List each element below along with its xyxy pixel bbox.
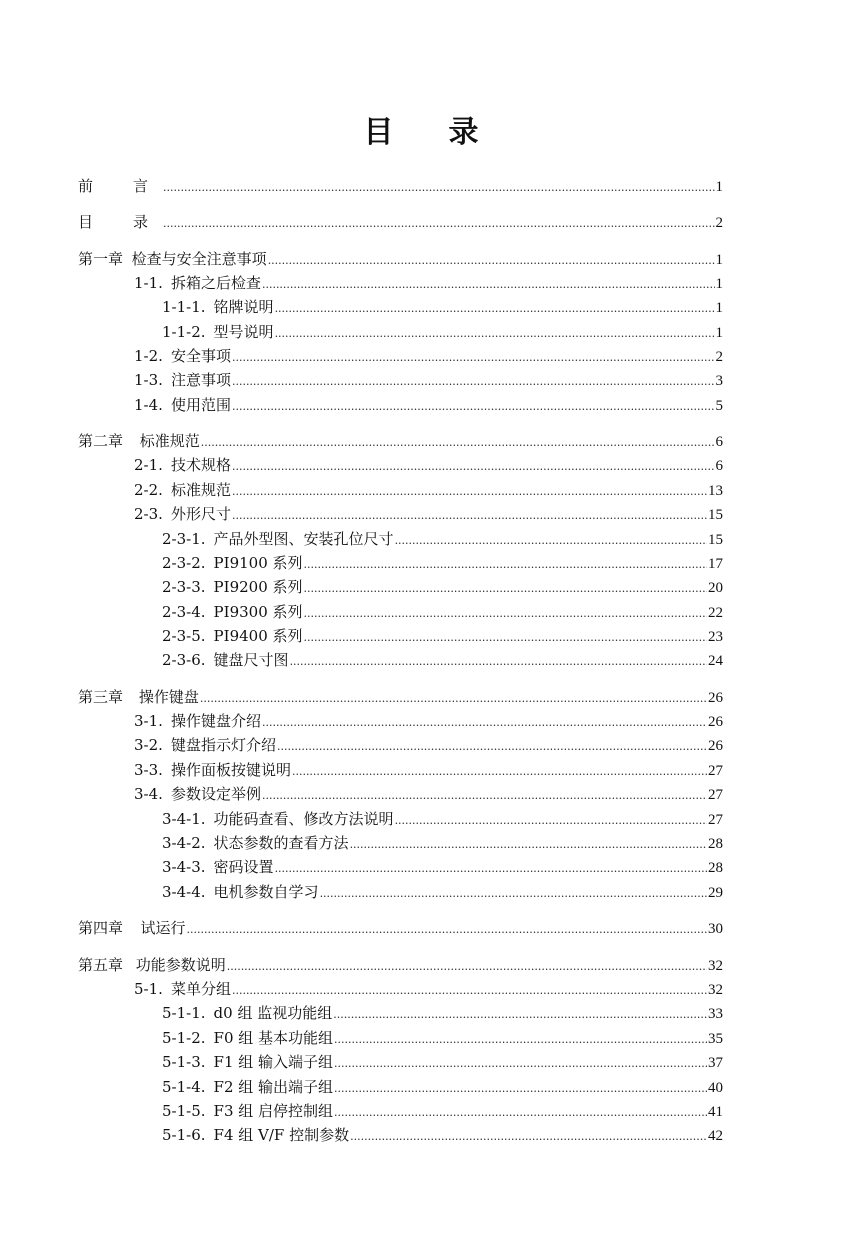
dot-leader (163, 212, 715, 234)
dot-leader (304, 577, 707, 599)
toc-entry-title: PI9100 系列 (213, 554, 303, 572)
toc-entry-page: 1 (715, 252, 723, 268)
dot-leader (275, 322, 715, 344)
toc-entry-title: 状态参数的查看方法 (213, 834, 349, 852)
toc-entry-number: 第三章 (78, 688, 124, 706)
toc-entry-title: 技术规格 (170, 456, 231, 474)
toc-entry-number: 1-1-1. (162, 298, 206, 316)
dot-leader (395, 809, 707, 831)
toc-entry[interactable] (134, 760, 723, 782)
toc-entry-title: 密码设置 (213, 858, 274, 876)
dot-leader (304, 602, 707, 624)
toc-entry-number: 2-1. (134, 456, 163, 474)
toc-entry-title: PI9400 系列 (213, 627, 303, 645)
toc-entry-page: 27 (708, 763, 723, 779)
toc-entry-title: F4 组 V/F 控制参数 (213, 1126, 350, 1144)
toc-entry[interactable] (78, 918, 723, 940)
dot-leader (232, 346, 715, 368)
dot-leader (187, 918, 707, 940)
toc-entry-title: 键盘尺寸图 (213, 651, 289, 669)
toc-entry-number: 1-1-2. (162, 323, 206, 341)
toc-entry[interactable] (162, 650, 723, 672)
dot-leader (232, 480, 707, 502)
toc-entry-title: 产品外型图、安装孔位尺寸 (213, 530, 394, 548)
toc-entry-page: 6 (715, 458, 723, 474)
toc-entry-page: 28 (708, 836, 723, 852)
toc-entry-number: 2-3-6. (162, 651, 206, 669)
toc-entry-page: 32 (708, 982, 723, 998)
toc-entry-title: F0 组 基本功能组 (213, 1029, 334, 1047)
dot-leader (320, 882, 707, 904)
toc-entry[interactable] (134, 370, 723, 392)
dot-leader (200, 687, 707, 709)
dot-leader (232, 395, 715, 417)
dot-leader (201, 431, 715, 453)
toc-entry-title: PI9300 系列 (213, 603, 303, 621)
toc-entry-number: 2-3-1. (162, 530, 206, 548)
toc-entry-title: 操作键盘介绍 (170, 712, 261, 730)
dot-leader (163, 176, 715, 198)
toc-entry-number: 1-2. (134, 347, 163, 365)
toc-entry-page: 13 (708, 483, 723, 499)
toc-entry-title: F1 组 输入端子组 (213, 1053, 334, 1071)
toc-entry-page: 2 (715, 215, 723, 231)
toc-entry-title: 功能码查看、修改方法说明 (213, 810, 394, 828)
toc-entry-number: 5-1-5. (162, 1102, 206, 1120)
toc-entry[interactable] (134, 735, 723, 757)
dot-leader (304, 626, 707, 648)
toc-entry-number: 3-4-3. (162, 858, 206, 876)
toc-entry-title: 功能参数说明 (135, 956, 226, 974)
toc-entry-page: 27 (708, 787, 723, 803)
dot-leader (333, 1003, 707, 1025)
toc-entry[interactable] (78, 687, 723, 709)
toc-entry[interactable] (162, 857, 723, 879)
toc-entry-page: 26 (708, 690, 723, 706)
toc-entry-page: 1 (715, 325, 723, 341)
dot-leader (304, 553, 707, 575)
toc-entry[interactable] (134, 273, 723, 295)
toc-entry-title: F3 组 启停控制组 (213, 1102, 334, 1120)
toc-entry-number: 2-3. (134, 505, 163, 523)
toc-entry-page: 26 (708, 738, 723, 754)
toc-entry-title: 标准规范 (170, 481, 231, 499)
toc-entry-title: 键盘指示灯介绍 (170, 736, 276, 754)
toc-entry-title: 外形尺寸 (170, 505, 231, 523)
toc-entry[interactable] (134, 480, 723, 502)
dot-leader (290, 650, 707, 672)
toc-entry[interactable] (162, 1077, 723, 1099)
toc-entry-page: 33 (708, 1006, 723, 1022)
toc-entry-page: 1 (715, 300, 723, 316)
toc-entry-page: 2 (715, 349, 723, 365)
toc-entry-page: 42 (708, 1128, 723, 1144)
toc-entry-title: 注意事项 (170, 371, 231, 389)
toc-entry-title: 菜单分组 (170, 980, 231, 998)
toc-entry-page: 24 (708, 653, 723, 669)
toc-entry-title: 拆箱之后检查 (170, 274, 261, 292)
toc-entry[interactable] (78, 955, 723, 977)
dot-leader (232, 370, 715, 392)
toc-entry-title: 操作面板按键说明 (170, 761, 291, 779)
toc-entry-number: 2-3-2. (162, 554, 206, 572)
toc-entry-page: 28 (708, 860, 723, 876)
dot-leader (262, 784, 707, 806)
dot-leader (334, 1052, 707, 1074)
toc-entry-number: 第四章 (78, 919, 124, 937)
toc-entry-page: 6 (715, 434, 723, 450)
toc-entry[interactable] (162, 1052, 723, 1074)
toc-entry-page: 5 (715, 398, 723, 414)
toc-entry[interactable] (134, 979, 723, 1001)
toc-entry-number: 3-4-4. (162, 883, 206, 901)
toc-entry-title: 铭牌说明 (213, 298, 274, 316)
toc-entry-page: 29 (708, 885, 723, 901)
dot-leader (292, 760, 707, 782)
dot-leader (232, 504, 707, 526)
toc-entry[interactable] (134, 711, 723, 733)
toc-entry-title: 使用范围 (170, 396, 231, 414)
toc-entry[interactable] (78, 212, 723, 234)
toc-entry[interactable] (162, 529, 723, 551)
toc-entry-title: 型号说明 (213, 323, 274, 341)
toc-entry-page: 15 (708, 532, 723, 548)
toc-entry-title: 操作键盘 (138, 688, 199, 706)
toc-entry-number: 3-4. (134, 785, 163, 803)
toc-entry-page: 15 (708, 507, 723, 523)
toc-entry-page: 1 (715, 276, 723, 292)
toc-entry[interactable] (78, 176, 723, 198)
toc-entry-title: 检查与安全注意事项 (131, 250, 267, 268)
toc-entry[interactable] (162, 577, 723, 599)
dot-leader (268, 249, 715, 271)
toc-entry-number: 2-2. (134, 481, 163, 499)
toc-entry-number: 第一章 (78, 250, 124, 268)
toc-entry[interactable] (162, 1101, 723, 1123)
toc-entry-page: 41 (708, 1104, 723, 1120)
dot-leader (275, 857, 707, 879)
dot-leader (350, 1125, 707, 1147)
toc-entry[interactable] (162, 322, 723, 344)
dot-leader (334, 1077, 707, 1099)
dot-leader (334, 1028, 707, 1050)
toc-entry-number: 5-1-2. (162, 1029, 206, 1047)
toc-entry-page: 32 (708, 958, 723, 974)
toc-entry[interactable] (162, 626, 723, 648)
toc-entry-number: 1-1. (134, 274, 163, 292)
toc-entry-number: 5-1-1. (162, 1004, 206, 1022)
toc-entry-page: 17 (708, 556, 723, 572)
toc-entry-number: 5-1-4. (162, 1078, 206, 1096)
dot-leader (227, 955, 707, 977)
dot-leader (277, 735, 707, 757)
toc-entry-title: 电机参数自学习 (213, 883, 319, 901)
toc-entry-number: 5-1-3. (162, 1053, 206, 1071)
toc-entry-number: 目录 (78, 213, 189, 231)
toc-entry-number: 3-4-1. (162, 810, 206, 828)
toc-entry[interactable] (134, 346, 723, 368)
toc-entry-page: 23 (708, 629, 723, 645)
toc-entry[interactable] (162, 1028, 723, 1050)
toc-entry-number: 第二章 (78, 432, 124, 450)
toc-entry-number: 5-1. (134, 980, 163, 998)
toc-entry-number: 2-3-5. (162, 627, 206, 645)
toc-entry[interactable] (162, 553, 723, 575)
page-title: 目录 (363, 115, 534, 150)
dot-leader (232, 979, 707, 1001)
toc-entry-title: 标准规范 (139, 432, 200, 450)
toc-entry-number: 3-4-2. (162, 834, 206, 852)
dot-leader (262, 711, 707, 733)
toc-entry-page: 30 (708, 921, 723, 937)
toc-entry-page: 35 (708, 1031, 723, 1047)
toc-entry[interactable] (162, 1003, 723, 1025)
dot-leader (350, 833, 707, 855)
toc-entry-page: 3 (715, 373, 723, 389)
dot-leader (275, 297, 715, 319)
toc-entry-title: d0 组 监视功能组 (213, 1004, 333, 1022)
toc-entry-number: 3-3. (134, 761, 163, 779)
toc-entry-number: 第五章 (78, 956, 124, 974)
toc-entry-title: PI9200 系列 (213, 578, 303, 596)
toc-entry[interactable] (78, 431, 723, 453)
toc-entry[interactable] (162, 297, 723, 319)
toc-entry[interactable] (162, 882, 723, 904)
toc-entry-page: 20 (708, 580, 723, 596)
toc-entry-number: 前言 (78, 177, 189, 195)
toc-entry-title: 参数设定举例 (170, 785, 261, 803)
toc-entry-page: 1 (715, 179, 723, 195)
toc-entry-number: 2-3-3. (162, 578, 206, 596)
toc-entry-page: 22 (708, 605, 723, 621)
toc-entry-number: 1-3. (134, 371, 163, 389)
toc-entry-page: 40 (708, 1080, 723, 1096)
toc-entry[interactable] (162, 1125, 723, 1147)
toc-entry-number: 2-3-4. (162, 603, 206, 621)
toc-entry-number: 3-1. (134, 712, 163, 730)
dot-leader (334, 1101, 707, 1123)
toc-entry-number: 3-2. (134, 736, 163, 754)
toc-entry[interactable] (162, 833, 723, 855)
toc-entry[interactable] (134, 395, 723, 417)
toc-entry-title: F2 组 输出端子组 (213, 1078, 334, 1096)
dot-leader (232, 455, 715, 477)
dot-leader (262, 273, 715, 295)
toc-entry-title: 试运行 (140, 919, 186, 937)
toc-entry-number: 1-4. (134, 396, 163, 414)
toc-entry-page: 26 (708, 714, 723, 730)
toc-entry[interactable] (162, 809, 723, 831)
toc-entry[interactable] (162, 602, 723, 624)
toc-entry-page: 37 (708, 1055, 723, 1071)
toc-entry[interactable] (134, 784, 723, 806)
toc-entry-page: 27 (708, 812, 723, 828)
toc-entry-title: 安全事项 (170, 347, 231, 365)
dot-leader (395, 529, 707, 551)
toc-entry[interactable] (134, 504, 723, 526)
toc-entry[interactable] (78, 249, 723, 271)
toc-entry-number: 5-1-6. (162, 1126, 206, 1144)
toc-entry[interactable] (134, 455, 723, 477)
